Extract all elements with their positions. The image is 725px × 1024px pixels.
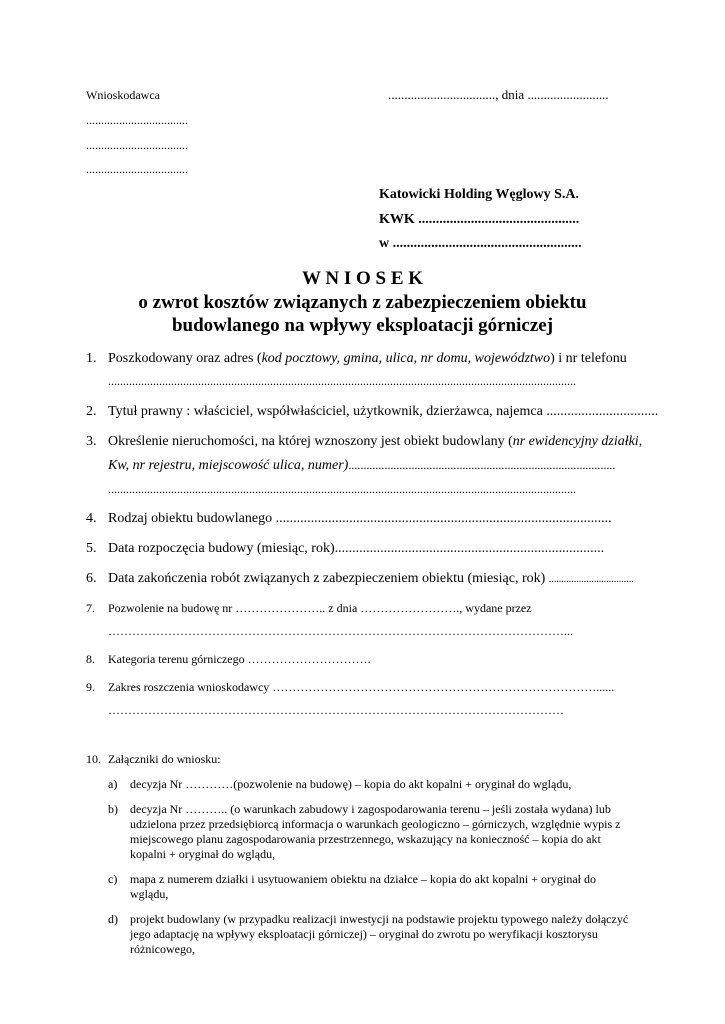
attachment-a-text: decyzja Nr …………(pozwolenie na budowę) – kopia do akt kopalni + oryginał do wglądu, bbox=[130, 777, 572, 791]
item-7-dots: ……………………………………………………………………………………………………... bbox=[108, 624, 573, 638]
item-9-text: Zakres roszczenia wnioskodawcy ………………………………………………………………………...... bbox=[108, 680, 615, 694]
item-8-number: 8. bbox=[86, 652, 95, 666]
item-3-text-italic-2: Kw, nr rejestru, miejscowość ulica, numer) bbox=[108, 458, 349, 473]
item-3-text-b: ......................................................................................... bbox=[348, 458, 616, 472]
item-1-text-italic: kod pocztowy, gmina, ulica, nr domu, województwo bbox=[261, 351, 551, 366]
applicant-label: Wnioskodawca bbox=[86, 88, 160, 102]
item-3-dots: ............................................................................................................................................................ bbox=[108, 482, 576, 496]
attachment-b-line-3: miejscowego planu zagospodarowania przestrzennego, wskazujący na konieczność – kopia do akt bbox=[130, 832, 601, 846]
attachment-d-line-1: projekt budowlany (w przypadku realizacji inwestycji na podstawie projektu typowego należy dołączyć bbox=[130, 912, 629, 926]
recipient-location: w ...................................................... bbox=[379, 236, 582, 251]
item-10-text: Załączniki do wniosku: bbox=[108, 752, 221, 766]
item-2-text: Tytuł prawny : właściciel, współwłaściciel, użytkownik, dzierżawca, najemca ................................ bbox=[108, 404, 659, 419]
applicant-line-2: .................................. bbox=[86, 138, 188, 152]
item-6-text-main: Data zakończenia robót związanych z zabezpieczeniem obiektu (miesiąc, rok) bbox=[108, 571, 546, 586]
document-subtitle-line-2: budowlanego na wpływy eksploatacji górniczej bbox=[171, 315, 554, 336]
attachment-b-line-4: kopalni + oryginał do wglądu, bbox=[130, 847, 276, 861]
item-1-text-a: Poszkodowany oraz adres ( bbox=[108, 351, 262, 366]
item-9-number: 9. bbox=[86, 680, 95, 694]
item-7-number: 7. bbox=[86, 601, 95, 615]
item-9-dots: …………………………………………………………………………………………………… bbox=[108, 703, 564, 717]
attachment-d-line-3: różnicowego, bbox=[130, 942, 195, 956]
item-5-text: Data rozpoczęcia budowy (miesiąc, rok)............................................................................. bbox=[108, 541, 605, 556]
item-1-dots: ............................................................................................................................................................ bbox=[108, 374, 576, 388]
item-10-number: 10. bbox=[86, 752, 101, 766]
attachment-b-line-1: decyzja Nr ……….. (o warunkach zabudowy i zagospodarowania terenu – jeśli została wydana) lub bbox=[130, 802, 611, 816]
applicant-line-3: .................................. bbox=[86, 162, 188, 176]
recipient-kwk: KWK .............................................. bbox=[379, 212, 580, 227]
item-1-number: 1. bbox=[86, 351, 97, 366]
item-3-text-italic: nr ewidencyjny działki, bbox=[512, 434, 643, 449]
item-4-text: Rodzaj obiektu budowlanego ................................................................................................ bbox=[108, 511, 612, 526]
attachment-a-label: a) bbox=[108, 777, 118, 791]
attachment-c-line-2: wglądu, bbox=[130, 887, 169, 901]
item-3-text bbox=[108, 434, 642, 450]
item-3-number: 3. bbox=[86, 434, 97, 449]
document-title: W N I O S E K bbox=[301, 268, 424, 289]
item-6-text bbox=[108, 571, 634, 587]
place-date-field: ................................., dnia ......................... bbox=[388, 87, 609, 102]
item-3-text-line-2 bbox=[108, 458, 615, 474]
applicant-line-1: .................................. bbox=[86, 113, 188, 127]
item-6-dots: .................................. bbox=[548, 574, 634, 585]
document-subtitle-line-1: o zwrot kosztów związanych z zabezpieczeniem obiektu bbox=[138, 292, 587, 313]
attachment-d-line-2: jego adaptację na wpływy eksploatacji górniczej) – oryginał do zwrotu po weryfikacji kosztorysu bbox=[130, 927, 598, 941]
item-7-text: Pozwolenie na budowę nr ………………….. z dnia ……………………., wydane przez bbox=[108, 601, 532, 615]
attachment-c-line-1: mapa z numerem działki i usytuowaniem obiektu na działce – kopia do akt kopalni + oryginał do bbox=[130, 872, 596, 886]
item-8-text: Kategoria terenu górniczego …………………………. bbox=[108, 652, 371, 666]
item-4-number: 4. bbox=[86, 511, 97, 526]
attachment-d-label: d) bbox=[108, 912, 118, 926]
recipient-company: Katowicki Holding Węglowy S.A. bbox=[379, 187, 580, 202]
item-5-number: 5. bbox=[86, 541, 97, 556]
item-1-text-b: ) i nr telefonu bbox=[550, 351, 627, 366]
attachment-b-line-2: udzielona przez przedsiębiorcą informacja o warunkach geologiczno – górniczych, względnie wypis z bbox=[130, 817, 621, 831]
item-6-number: 6. bbox=[86, 571, 97, 586]
attachment-b-label: b) bbox=[108, 802, 118, 816]
item-3-text-a: Określenie nieruchomości, na której wznoszony jest obiekt budowlany ( bbox=[108, 434, 513, 449]
item-2-number: 2. bbox=[86, 404, 97, 419]
attachment-c-label: c) bbox=[108, 872, 118, 886]
item-1-text bbox=[108, 351, 627, 367]
